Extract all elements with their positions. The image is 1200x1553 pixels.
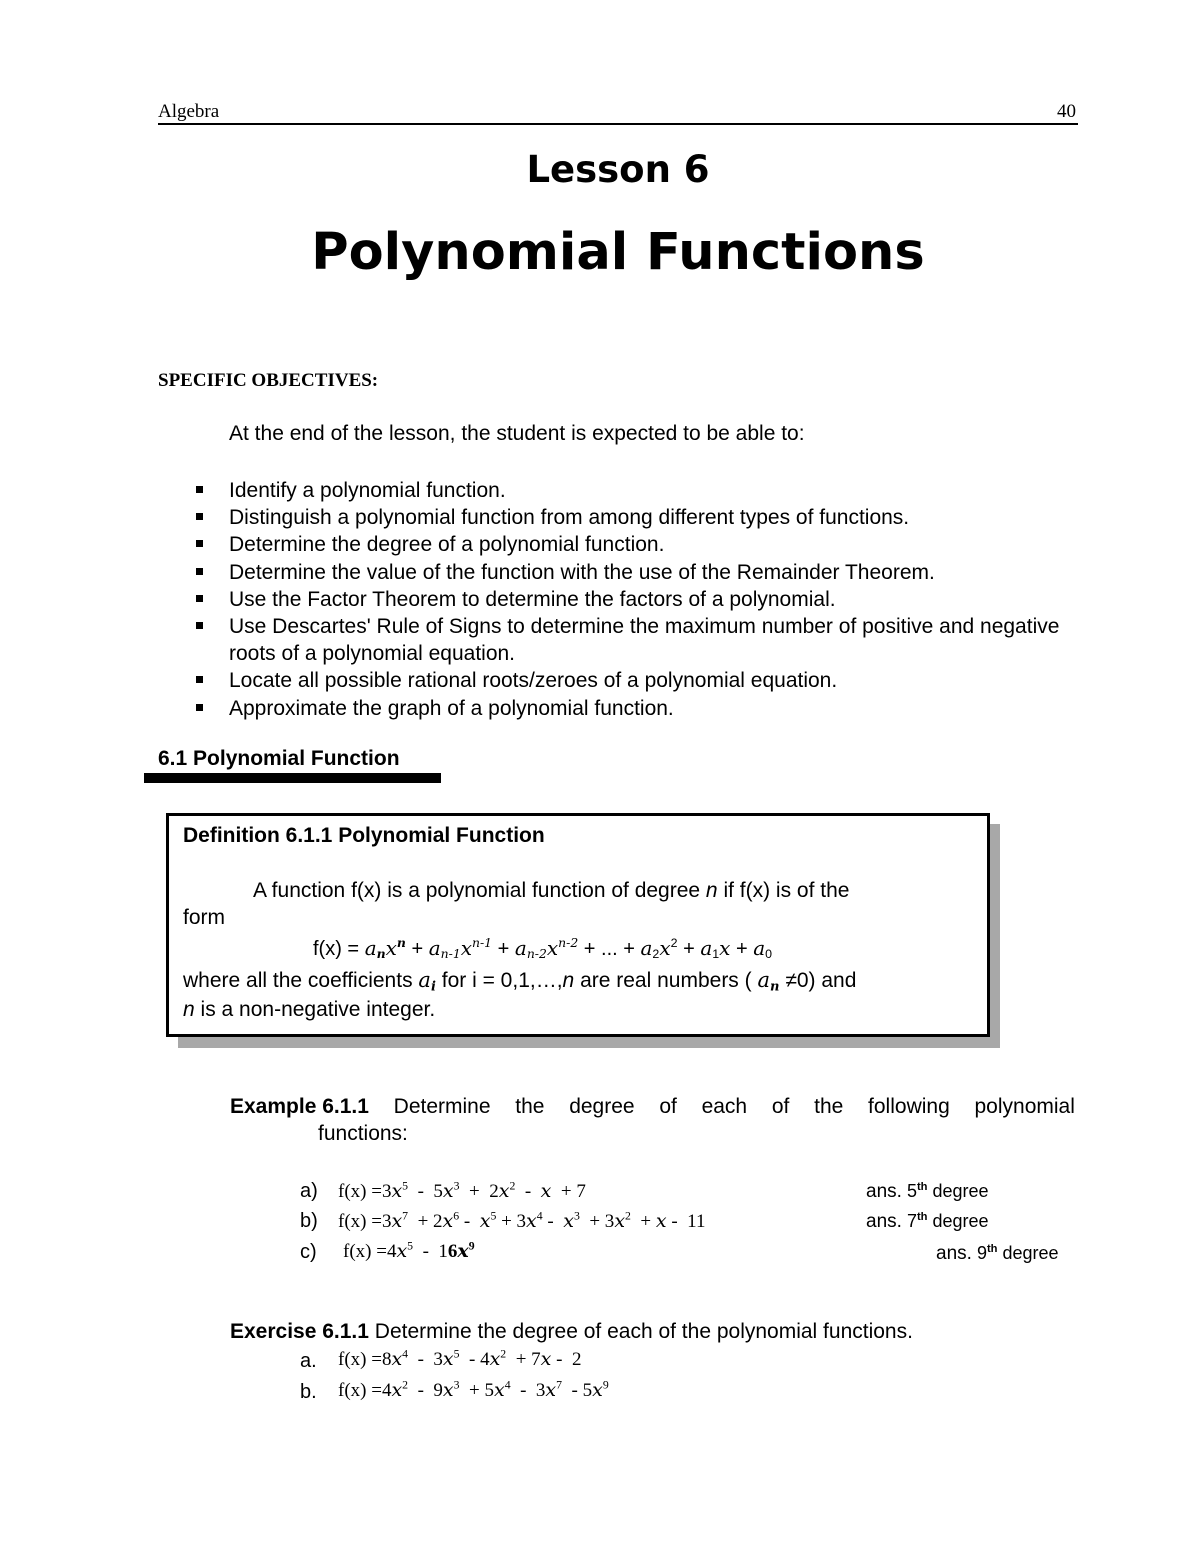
definition-text-line: where all the coefficients $a_i$ for i = 0,1,…,n are real numbers ( $a_n \ne 0$) and bbox=[183, 968, 857, 995]
exercise-function: $f(x) =4x^2 - 9x^3 + 5x^4 - 3x^7 - 5x^9$ bbox=[338, 1378, 609, 1401]
bullet-icon bbox=[196, 486, 203, 493]
example-answer: ans. 9th degree bbox=[936, 1242, 1059, 1264]
header-page-number: 40 bbox=[1057, 101, 1076, 122]
bullet-icon bbox=[196, 622, 203, 629]
definition-title: Definition 6.1.1 Polynomial Function bbox=[183, 824, 545, 847]
example-statement: Example 6.1.1 Determine the degree of each of the following polynomial bbox=[230, 1095, 1075, 1118]
example-row-label: b) bbox=[300, 1210, 318, 1232]
bullet-icon bbox=[196, 676, 203, 683]
header-rule bbox=[158, 123, 1078, 125]
definition-formula: $f(x) = a_nx^n + a_{n-1}x^{n-1} + a_{n-2}x^{n-2}$ + ... + $a_2x^2 + a_1x + a_0$ bbox=[313, 934, 773, 962]
objective-item: Use the Factor Theorem to determine the factors of a polynomial. bbox=[0, 586, 1089, 613]
definition-text-line: form bbox=[183, 906, 225, 929]
objective-item: Approximate the graph of a polynomial function. bbox=[0, 695, 1089, 722]
definition-text-line: n is a non-negative integer. bbox=[183, 998, 436, 1021]
bullet-icon bbox=[196, 513, 203, 520]
bullet-icon bbox=[196, 540, 203, 547]
example-function: $f(x) =3x^5 - 5x^3 + 2x^2 - x + 7$ bbox=[338, 1179, 586, 1202]
objective-item: Use Descartes' Rule of Signs to determine the maximum number of positive and negative roots of a polynomial equation. bbox=[0, 613, 1089, 667]
definition-text-line: A function f(x) is a polynomial function of degree n if f(x) is of the bbox=[253, 879, 850, 902]
objective-item: Identify a polynomial function. bbox=[0, 477, 1089, 504]
example-answer: ans. 7th degree bbox=[866, 1210, 989, 1232]
section-rule bbox=[144, 773, 441, 783]
objectives-heading: SPECIFIC OBJECTIVES: bbox=[158, 370, 379, 391]
exercise-statement: Exercise 6.1.1 Determine the degree of each of the polynomial functions. bbox=[230, 1320, 913, 1343]
example-function: $f(x) =3x^7 + 2x^6 - x^5 + 3x^4 - x^3 + 3x^2 + x - 11$ bbox=[338, 1209, 706, 1232]
objective-item: Locate all possible rational roots/zeroes of a polynomial equation. bbox=[0, 667, 1089, 694]
exercise-function: $f(x) =8x^4 - 3x^5 - 4x^2 + 7x - 2$ bbox=[338, 1347, 582, 1370]
bullet-icon bbox=[196, 595, 203, 602]
header-subject: Algebra bbox=[158, 101, 220, 122]
example-row-label: a) bbox=[300, 1180, 318, 1202]
exercise-row-label: a. bbox=[300, 1350, 317, 1372]
lesson-title: Polynomial Functions bbox=[311, 223, 925, 282]
bullet-icon bbox=[196, 704, 203, 711]
lesson-number: Lesson 6 bbox=[526, 148, 710, 191]
objectives-list bbox=[0, 477, 1089, 722]
objective-item: Determine the degree of a polynomial function. bbox=[0, 531, 1089, 558]
objectives-intro: At the end of the lesson, the student is expected to be able to: bbox=[229, 422, 805, 445]
example-row-label: c) bbox=[300, 1241, 317, 1263]
example-function: $f(x) =4x^5 - 16x^9$ bbox=[343, 1239, 475, 1262]
example-answer: ans. 5th degree bbox=[866, 1180, 989, 1202]
section-title: 6.1 Polynomial Function bbox=[158, 747, 400, 770]
exercise-row-label: b. bbox=[300, 1381, 317, 1403]
objective-item: Determine the value of the function with the use of the Remainder Theorem. bbox=[0, 559, 1089, 586]
bullet-icon bbox=[196, 568, 203, 575]
objective-item: Distinguish a polynomial function from among different types of functions. bbox=[0, 504, 1089, 531]
example-statement-cont: functions: bbox=[318, 1122, 408, 1145]
